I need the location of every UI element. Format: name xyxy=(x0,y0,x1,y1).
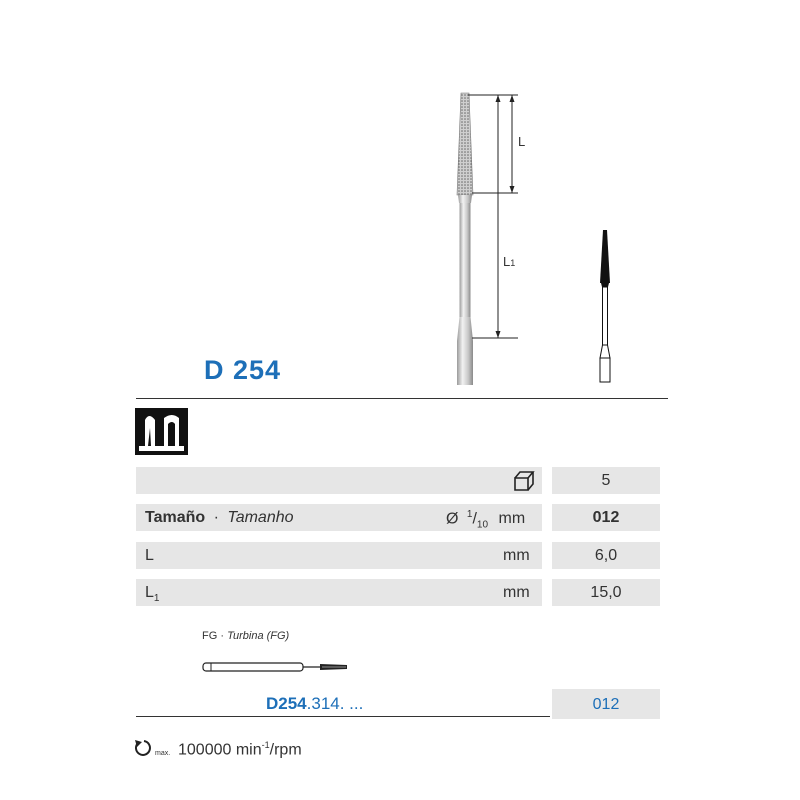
size-label-sep: · xyxy=(213,509,219,526)
dimension-l1-letter: L xyxy=(503,254,511,269)
order-code-bold: D254 xyxy=(266,694,307,713)
instrument-type-code: FG xyxy=(202,630,218,642)
speed-value xyxy=(178,740,302,759)
order-code-rest: .314. ... xyxy=(306,694,364,713)
rotation-icon xyxy=(133,737,155,759)
size-label xyxy=(145,509,294,527)
size-value: 012 xyxy=(592,509,620,526)
fraction-slash: / xyxy=(472,510,477,528)
product-title: D 254 xyxy=(204,355,282,385)
l1-value: 15,0 xyxy=(590,584,622,601)
l1-row-label-cell xyxy=(136,579,542,606)
dimension-l-label: L xyxy=(518,134,526,149)
l-value: 6,0 xyxy=(594,547,618,564)
bur-drawing xyxy=(440,85,540,385)
l1-subscript: 1 xyxy=(153,593,160,605)
pack-value: 5 xyxy=(601,472,611,489)
order-size-value: 012 xyxy=(592,696,620,713)
size-unit-mm: mm xyxy=(498,510,526,528)
l-label: L xyxy=(145,547,154,564)
fg-bur-small-icon xyxy=(202,660,352,674)
instrument-type-label xyxy=(202,630,289,642)
order-divider xyxy=(136,716,550,717)
l1-unit: mm xyxy=(503,584,530,601)
order-code xyxy=(266,694,363,714)
l1-letter: L xyxy=(145,584,154,601)
fraction-numerator: 1 xyxy=(466,509,473,520)
size-label-italic: Tamanho xyxy=(227,509,294,526)
dimension-l1-subscript: 1 xyxy=(510,258,516,268)
bur-silhouette xyxy=(590,225,620,385)
speed-exponent: -1 xyxy=(261,740,270,750)
diameter-symbol: Ø xyxy=(446,510,459,528)
header-divider xyxy=(136,398,668,399)
l1-label xyxy=(145,584,159,604)
size-label-bold: Tamaño xyxy=(145,509,206,526)
fraction-denominator: 10 xyxy=(476,519,489,531)
instrument-type-italic: Turbina (FG) xyxy=(227,630,290,642)
indication-icon xyxy=(135,408,188,455)
size-unit xyxy=(446,509,525,531)
speed-unit: /rpm xyxy=(269,741,302,759)
l-row-label-cell xyxy=(136,542,542,569)
dimension-l1-label xyxy=(503,254,515,269)
speed-max-label: max. xyxy=(155,750,171,757)
package-box-icon xyxy=(512,470,536,492)
pack-row-label-cell xyxy=(136,467,542,494)
instrument-type-sep: · xyxy=(220,630,225,642)
l-unit: mm xyxy=(503,547,530,564)
speed-number: 100000 min xyxy=(178,741,262,759)
